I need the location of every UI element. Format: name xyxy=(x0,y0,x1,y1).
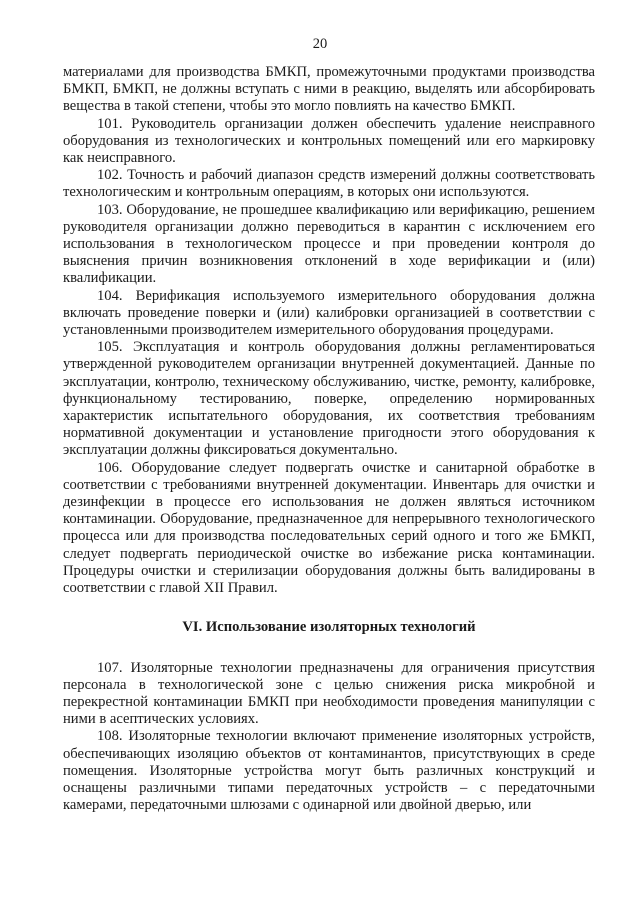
paragraph-104: 104. Верификация используемого измерительного оборудования должна включать проведение поверки и (или) калибровки организацией в соответствии с установленными производителем измерительного оборудования процедурами. xyxy=(63,287,595,339)
paragraph-102: 102. Точность и рабочий диапазон средств измерений должны соответствовать технологическим и контрольным операциям, в которых они используются. xyxy=(63,167,595,201)
document-body xyxy=(63,64,595,814)
paragraph-108: 108. Изоляторные технологии включают применение изоляторных устройств, обеспечивающих изоляцию объектов от контаминантов, присутствующих в среде помещения. Изоляторные устройства могут быть различных конструкций и оснащены различными типами передаточных устройств – с передаточными камерами, передаточными шлюзами с одинарной или двойной дверью, или xyxy=(63,728,595,814)
paragraph-103: 103. Оборудование, не прошедшее квалификацию или верификацию, решением руководителя организации должно переводиться в карантин с исключением его использования в технологическом процессе и при проведении контроля до выяснения причин возникновения отклонений в ходе верификации и (или) квалификации. xyxy=(63,201,595,287)
paragraph-continued: материалами для производства БМКП, промежуточными продуктами производства БМКП, БМКП, не должны вступать с ними в реакцию, выделять или абсорбировать вещества в такой степени, чтобы это могло повлиять на качество БМКП. xyxy=(63,64,595,115)
paragraph-106: 106. Оборудование следует подвергать очистке и санитарной обработке в соответствии с требованиями внутренней документации. Инвентарь для очистки и дезинфекции в процессе его использования не должен являться источником контаминации. Оборудование, предназначенное для непрерывного технологического процесса или для производства последовательных серий одного и того же БМКП, следует подвергать периодической очистке во избежание риска контаминации. Процедуры очистки и стерилизации оборудования должны быть валидированы в соответствии с главой XII Правил. xyxy=(63,459,595,597)
page-number: 20 xyxy=(312,36,328,52)
paragraph-101: 101. Руководитель организации должен обеспечить удаление неисправного оборудования из технологических и контрольных помещений или его маркировку как неисправного. xyxy=(63,115,595,167)
paragraph-107: 107. Изоляторные технологии предназначены для ограничения присутствия персонала в технологической зоне с целью снижения риска микробной и перекрестной контаминации БМКП при необходимости проведения манипуляции с ними в асептических условиях. xyxy=(63,659,595,728)
paragraph-105: 105. Эксплуатация и контроль оборудования должны регламентироваться утвержденной руководителем организации внутренней документацией. Данные по эксплуатации, контролю, техническому обслуживанию, чистке, ремонту, калибровке, функциональному тестированию, поверке, определению нормированных характеристик испытательного оборудования, их соответствия требованиям нормативной документации и установление пригодности этого оборудования к эксплуатации должны фиксироваться документально. xyxy=(63,339,595,459)
section-heading: VI. Использование изоляторных технологий xyxy=(182,619,476,636)
